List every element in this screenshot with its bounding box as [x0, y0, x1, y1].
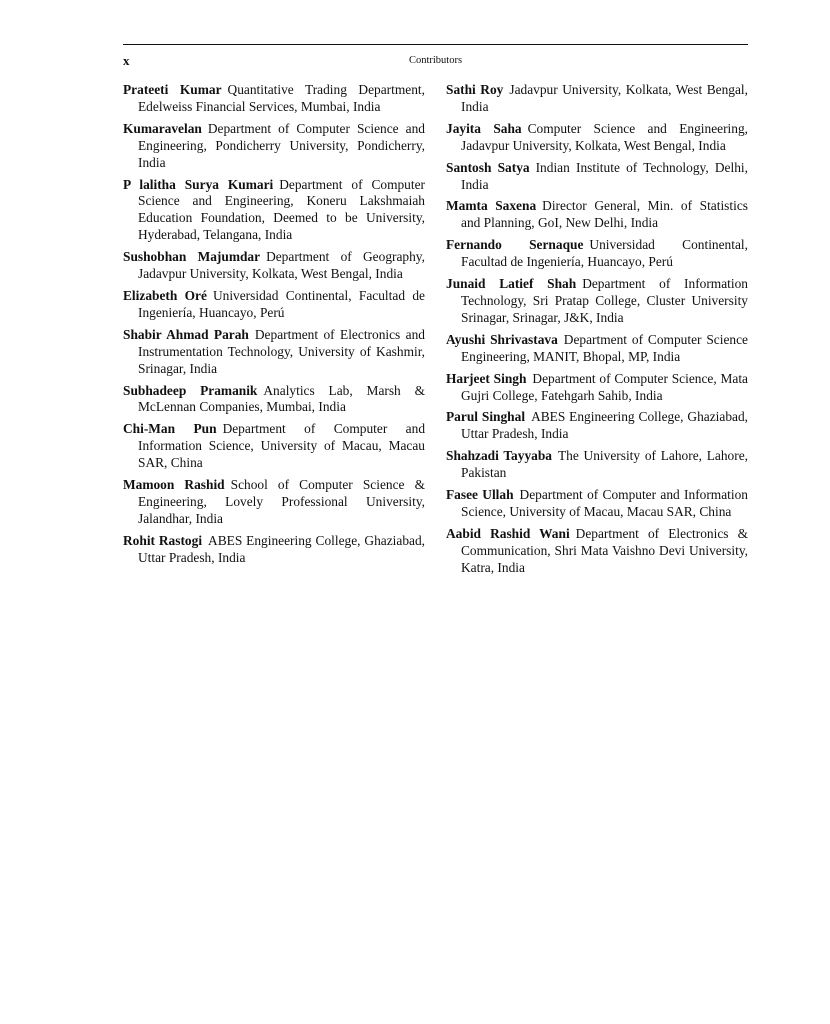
- contributor-name: Shabir Ahmad Parah: [123, 326, 249, 342]
- contributor-affiliation: Department of Computer Science and Engineering, Koneru Lakshmaiah Education Foundation, Deemed to be University, Hyderabad, Telangana, India: [138, 176, 425, 243]
- contributor-entry: [123, 288, 425, 322]
- contributor-entry: [123, 177, 425, 245]
- contributor-name: Subhadeep Pramanik: [123, 382, 258, 398]
- contributor-affiliation: Department of Computer Science and Engineering, Pondicherry University, Pondicherry, India: [138, 120, 425, 170]
- contributor-entry: [123, 383, 425, 417]
- contributor-name: Aabid Rashid Wani: [446, 525, 570, 541]
- contributor-entry: [123, 327, 425, 378]
- contributor-affiliation: Computer Science and Engineering, Jadavpur University, Kolkata, West Bengal, India: [461, 120, 748, 153]
- contributor-affiliation: Indian Institute of Technology, Delhi, India: [461, 159, 748, 192]
- contributor-affiliation: Department of Electronics & Communication, Shri Mata Vaishno Devi University, Katra, India: [461, 525, 749, 575]
- contributor-entry: [123, 82, 425, 116]
- contributor-affiliation: Department of Computer and Information Science, University of Macau, Macau SAR, China: [138, 421, 426, 471]
- contributor-entry: [446, 276, 748, 327]
- contributors-right-column: [446, 82, 748, 582]
- contributor-name: Parul Singhal: [446, 409, 526, 425]
- contributor-name: Chi-Man Pun: [123, 421, 217, 437]
- contributor-name: P lalitha Surya Kumari: [123, 176, 274, 192]
- contributor-affiliation: Jadavpur University, Kolkata, West Bengal, India: [461, 82, 748, 114]
- contributor-name: Harjeet Singh: [446, 370, 527, 386]
- contributor-name: Mamta Saxena: [446, 198, 537, 214]
- page-header: [123, 44, 748, 68]
- contributor-entry: [446, 448, 748, 482]
- contributor-name: Shahzadi Tayyaba: [446, 448, 552, 464]
- contributor-entry: [446, 409, 748, 443]
- contributor-entry: [446, 371, 748, 405]
- contributor-entry: [446, 82, 748, 116]
- contributor-affiliation: ABES Engineering College, Ghaziabad, Uttar Pradesh, India: [461, 409, 749, 442]
- contributor-name: Kumaravelan: [123, 120, 202, 136]
- contributor-affiliation: Department of Computer Science, Mata Gujri College, Fatehgarh Sahib, India: [461, 370, 749, 403]
- contributor-entry: [446, 121, 748, 155]
- contributor-affiliation: Department of Electronics and Instrumentation Technology, University of Kashmir, Srinagar, India: [138, 326, 425, 376]
- contributor-name: Fernando Sernaque: [446, 237, 584, 253]
- contributor-affiliation: Universidad Continental, Facultad de Ingeniería, Huancayo, Perú: [461, 237, 748, 270]
- contributor-affiliation: The University of Lahore, Lahore, Pakistan: [461, 448, 748, 481]
- contributor-affiliation: School of Computer Science & Engineering, Lovely Professional University, Jalandhar, India: [138, 477, 425, 526]
- contributor-entry: [123, 121, 425, 172]
- contributor-entry: [446, 198, 748, 232]
- contributor-entry: [446, 526, 748, 577]
- running-head: Contributors: [408, 55, 463, 66]
- contributor-entry: [446, 487, 748, 521]
- contributor-entry: [123, 249, 425, 283]
- contributor-affiliation: Department of Computer and Information Science, University of Macau, Macau SAR, China: [461, 487, 748, 519]
- contributor-entry: [123, 477, 425, 528]
- contributor-name: Prateeti Kumar: [123, 82, 222, 97]
- contributor-name: Junaid Latief Shah: [446, 276, 577, 292]
- contributor-entry: [446, 160, 748, 194]
- contributor-affiliation: ABES Engineering College, Ghaziabad, Uttar Pradesh, India: [138, 532, 425, 565]
- contributor-name: Mamoon Rashid: [123, 477, 225, 493]
- contributor-affiliation: Universidad Continental, Facultad de Ingeniería, Huancayo, Perú: [138, 287, 425, 320]
- contributor-entry: [123, 533, 425, 567]
- contributor-name: Santosh Satya: [446, 159, 530, 175]
- contributor-entry: [446, 237, 748, 271]
- contributor-name: Elizabeth Oré: [123, 287, 207, 303]
- contributor-entry: [123, 421, 425, 472]
- contributor-name: Rohit Rastogi: [123, 532, 203, 548]
- contributor-affiliation: Quantitative Trading Department, Edelweiss Financial Services, Mumbai, India: [138, 82, 425, 114]
- contributor-affiliation: Department of Geography, Jadavpur University, Kolkata, West Bengal, India: [138, 249, 425, 282]
- contributor-affiliation: Analytics Lab, Marsh & McLennan Companies, Mumbai, India: [138, 382, 425, 415]
- contributor-name: Sathi Roy: [446, 82, 504, 97]
- contributor-affiliation: Director General, Min. of Statistics and Planning, GoI, New Delhi, India: [461, 198, 748, 231]
- contributors-left-column: [123, 82, 425, 572]
- contributor-name: Ayushi Shrivastava: [446, 331, 558, 347]
- contributor-name: Jayita Saha: [446, 120, 522, 136]
- contributor-name: Fasee Ullah: [446, 487, 514, 503]
- contributor-entry: [446, 332, 748, 366]
- page-number: x: [123, 53, 130, 68]
- contributor-affiliation: Department of Information Technology, Sri Pratap College, Cluster University Srinagar, Srinagar, J&K, India: [461, 276, 748, 325]
- contributor-name: Sushobhan Majumdar: [123, 249, 261, 265]
- contributor-affiliation: Department of Computer Science Engineering, MANIT, Bhopal, MP, India: [461, 331, 748, 364]
